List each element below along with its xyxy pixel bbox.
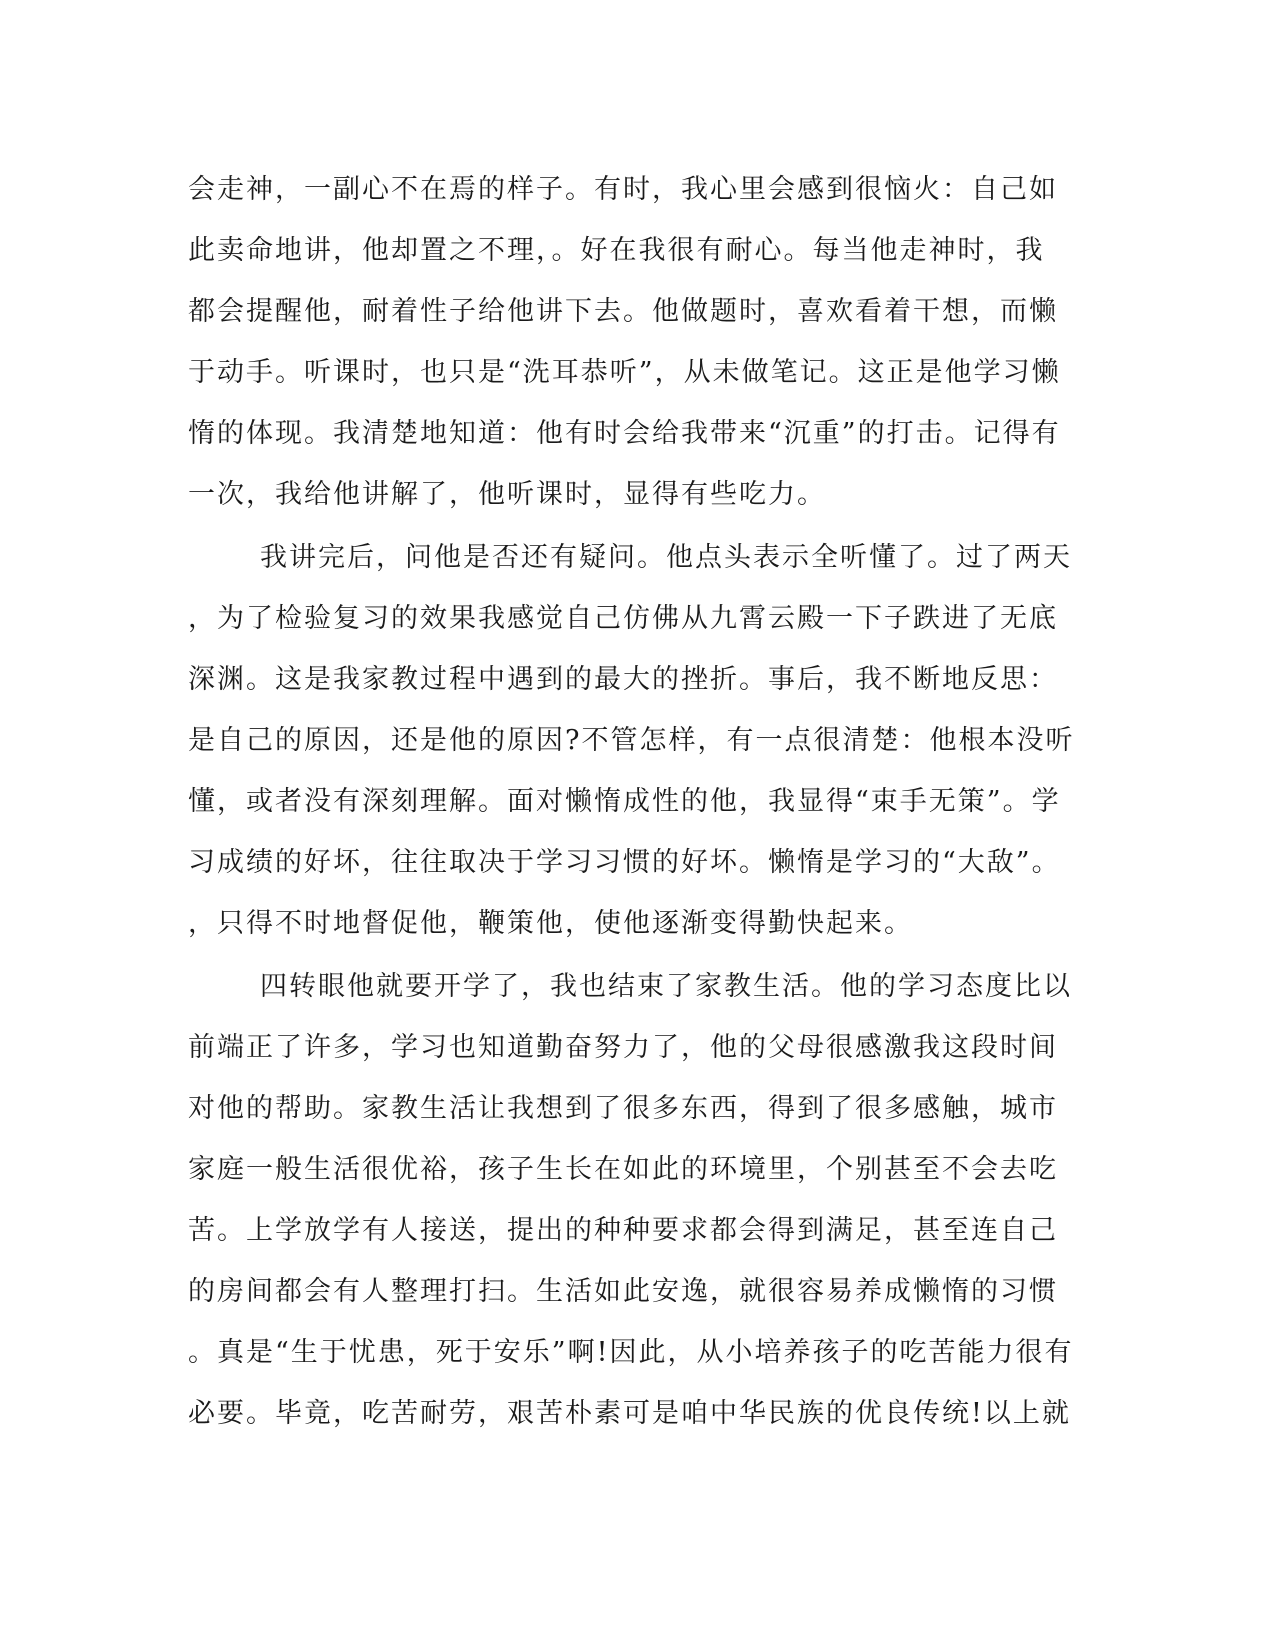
paragraph-line: 懂，或者没有深刻理解。面对懒惰成性的他，我显得“束手无策”。学 — [188, 786, 1061, 817]
paragraph-first-line: 四转眼他就要开学了，我也结束了家教生活。他的学习态度比以 — [260, 971, 1072, 1002]
paragraph-line: 一次，我给他讲解了，他听课时，显得有些吃力。 — [188, 479, 826, 510]
paragraph-line: 于动手。听课时，也只是“洗耳恭听”，从未做笔记。这正是他学习懒 — [188, 357, 1061, 388]
paragraph-line: 对他的帮助。家教生活让我想到了很多东西，得到了很多感触，城市 — [188, 1093, 1058, 1124]
paragraph-line: 是自己的原因，还是他的原因?不管怎样，有一点很清楚：他根本没听 — [188, 725, 1075, 756]
paragraph-first-line: 我讲完后，问他是否还有疑问。他点头表示全听懂了。过了两天 — [260, 542, 1072, 573]
paragraph-1 — [188, 159, 1088, 525]
paragraph-3 — [188, 956, 1088, 1444]
paragraph-line: 的房间都会有人整理打扫。生活如此安逸，就很容易养成懒惰的习惯 — [188, 1276, 1058, 1307]
paragraph-line: 必要。毕竟，吃苦耐劳，艰苦朴素可是咱中华民族的优良传统!以上就 — [188, 1398, 1071, 1429]
paragraph-line: 家庭一般生活很优裕，孩子生长在如此的环境里，个别甚至不会去吃 — [188, 1154, 1058, 1185]
paragraph-line: 深渊。这是我家教过程中遇到的最大的挫折。事后，我不断地反思： — [188, 664, 1058, 695]
paragraph-line: 前端正了许多，学习也知道勤奋努力了，他的父母很感激我这段时间 — [188, 1032, 1058, 1063]
paragraph-line: 习成绩的好坏，往往取决于学习习惯的好坏。懒惰是学习的“大敌”。 — [188, 847, 1061, 878]
paragraph-line: ，只得不时地督促他，鞭策他，使他逐渐变得勤快起来。 — [188, 908, 913, 939]
paragraph-line: 都会提醒他，耐着性子给他讲下去。他做题时，喜欢看着干想，而懒 — [188, 296, 1058, 327]
paragraph-line: 惰的体现。我清楚地知道：他有时会给我带来“沉重”的打击。记得有 — [188, 418, 1061, 449]
paragraph-2 — [188, 527, 1088, 954]
paragraph-line: 。真是“生于忧患，死于安乐”啊!因此，从小培养孩子的吃苦能力很有 — [188, 1337, 1074, 1368]
paragraph-line: 苦。上学放学有人接送，提出的种种要求都会得到满足，甚至连自己 — [188, 1215, 1058, 1246]
paragraph-line: 会走神，一副心不在焉的样子。有时，我心里会感到很恼火：自己如 — [188, 174, 1058, 205]
paragraph-line: ，为了检验复习的效果我感觉自己仿佛从九霄云殿一下子跌进了无底 — [188, 603, 1058, 634]
paragraph-line: 此卖命地讲，他却置之不理，。好在我很有耐心。每当他走神时，我 — [188, 235, 1045, 266]
